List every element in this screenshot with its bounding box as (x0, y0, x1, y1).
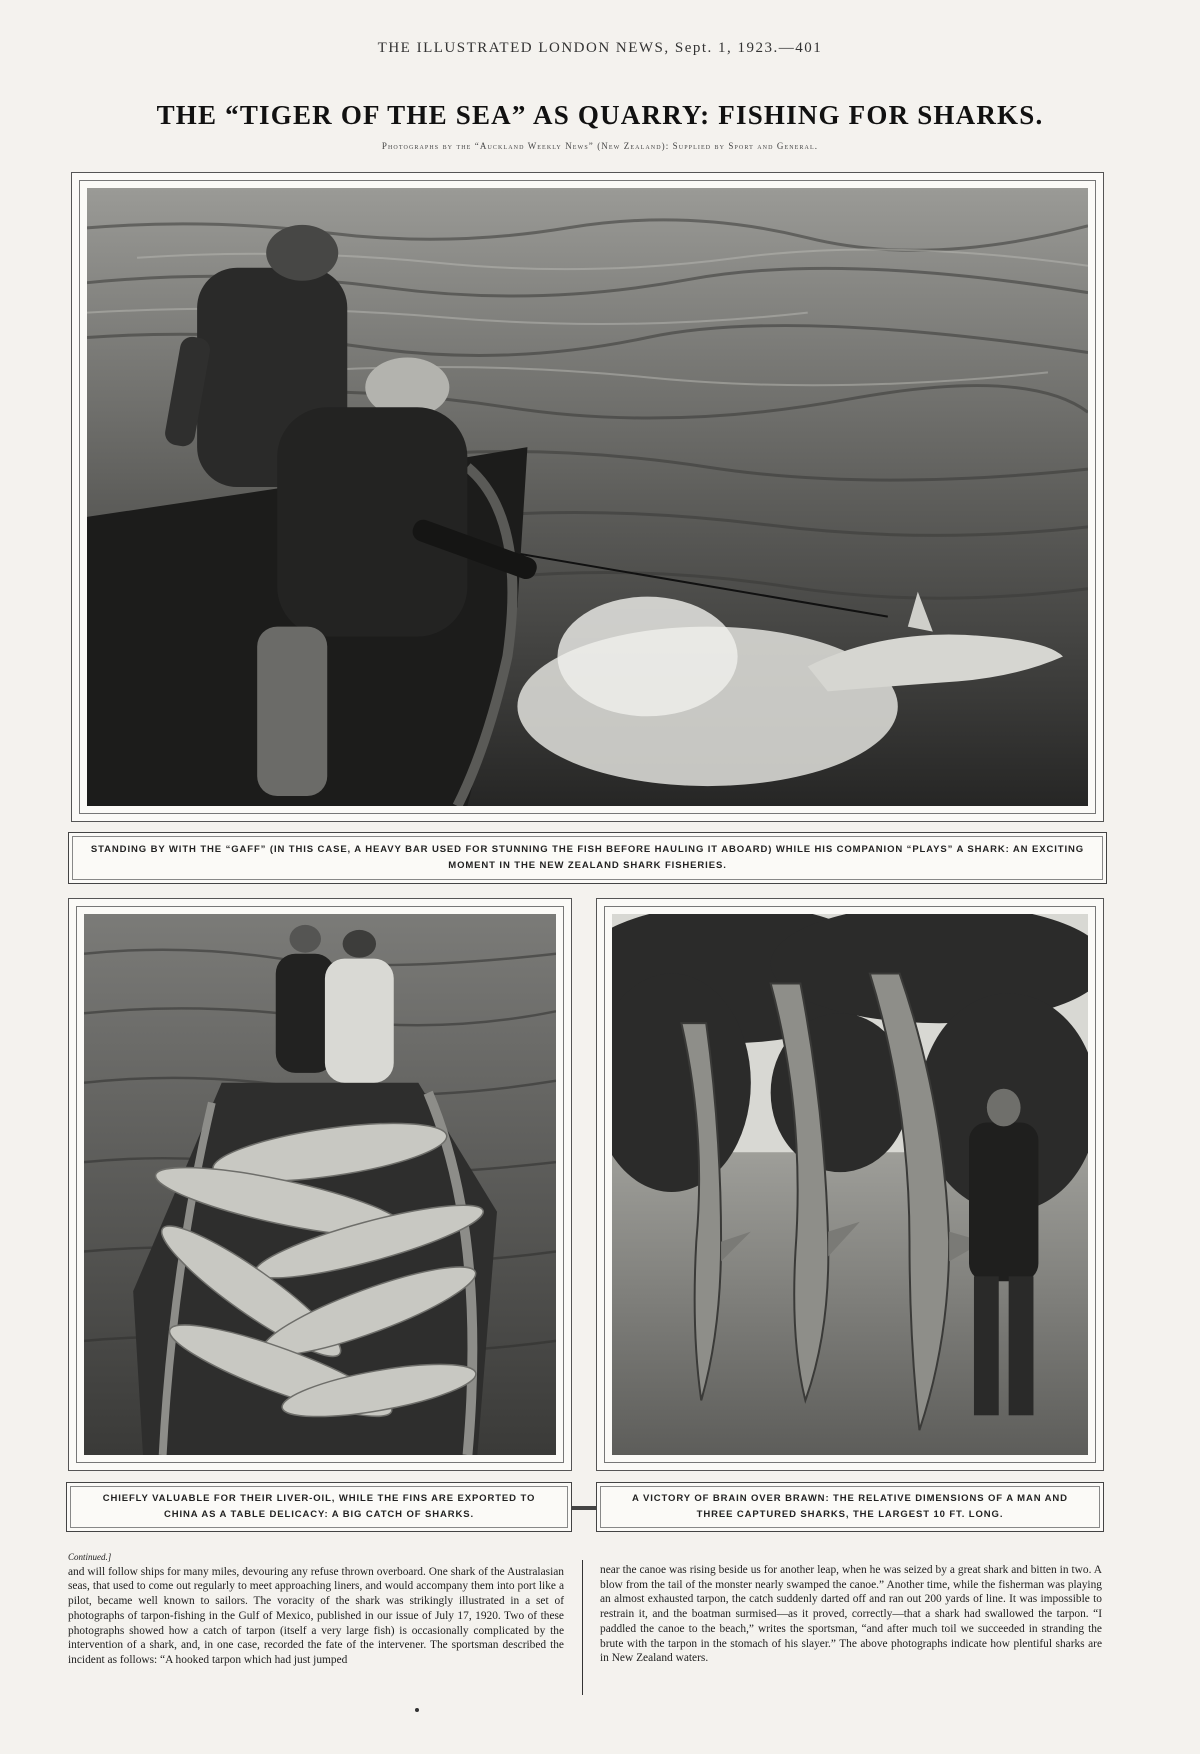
top-caption-text: STANDING BY WITH THE “GAFF” (IN THIS CASE, A HEAVY BAR USED FOR STUNNING THE FISH BEFORE HAULING IT ABOARD) WHILE HIS COMPANION “PLAYS” A SHARK: AN EXCITING MOMENT IN THE NEW ZEALAND SHARK FISHERIES. (90, 844, 1085, 871)
article-column-2 (600, 1563, 1102, 1666)
top-photo-frame (71, 172, 1104, 822)
right-caption-text: A VICTORY OF BRAIN OVER BRAWN: THE RELATIVE DIMENSIONS OF A MAN AND THREE CAPTURED SHARKS, THE LARGEST 10 FT. LONG. (632, 1493, 1068, 1520)
footer-ornament (415, 1708, 419, 1712)
top-photo-caption (68, 832, 1107, 884)
left-caption-text: CHIEFLY VALUABLE FOR THEIR LIVER-OIL, WHILE THE FINS ARE EXPORTED TO CHINA AS A TABLE DELICACY: A BIG CATCH OF SHARKS. (102, 1493, 536, 1520)
caption-connector (572, 1506, 596, 1510)
page-title: THE “TIGER OF THE SEA” AS QUARRY: FISHING FOR SHARKS. (156, 100, 1044, 130)
photo-fishermen-playing-shark (87, 188, 1088, 806)
right-photo-frame (596, 898, 1104, 1471)
photo-credit: Photographs by the “Auckland Weekly News” (New Zealand): Supplied by Sport and General. (381, 141, 819, 151)
column-divider (582, 1560, 583, 1695)
column-1-text: and will follow ships for many miles, devouring any refuse thrown overboard. One shark of the Australasian seas, that used to come out regularly to meet approaching liners, and would accompany them into port like a pilot, became well known to sailors. The voracity of the shark was strikingly illustrated in a set of photographs of tarpon-fishing in the Gulf of Mexico, published in our issue of July 17, 1920. Two of these photographs showed how a catch of tarpon (itself a very large fish) is occasionally complicated by the intervention of a shark, and, in one case, recorded the fate of the intervener. The sportsman described the incident as follows: “A hooked tarpon which had just jumped (68, 1565, 564, 1666)
right-photo-caption (596, 1482, 1104, 1532)
photo-boat-full-of-sharks (84, 914, 556, 1455)
continued-label: Continued.] (68, 1552, 112, 1562)
article-column-1 (68, 1550, 564, 1668)
photo-man-and-three-sharks (612, 914, 1088, 1455)
running-head: THE ILLUSTRATED LONDON NEWS, Sept. 1, 1923.—401 (377, 40, 823, 56)
left-photo-frame (68, 898, 572, 1471)
left-photo-caption (66, 1482, 572, 1532)
column-2-text: near the canoe was rising beside us for another leap, when he was seized by a great shark and bitten in two. A blow from the tail of the monster nearly swamped the canoe.” Another time, while the fisherman was playing an almost exhausted tarpon, the catch suddenly darted off and ran out 200 yards of line. It was impossible to restrain it, and the boatman surmised—as it proved, correctly—that a shark had swallowed the tarpon. “I paddled the canoe to the beach,” writes the sportsman, “and after much toil we succeeded in stranding the brute with the tarpon in the stomach of his slayer.” The above photographs indicate how plentiful sharks are in New Zealand waters. (600, 1564, 1102, 1665)
